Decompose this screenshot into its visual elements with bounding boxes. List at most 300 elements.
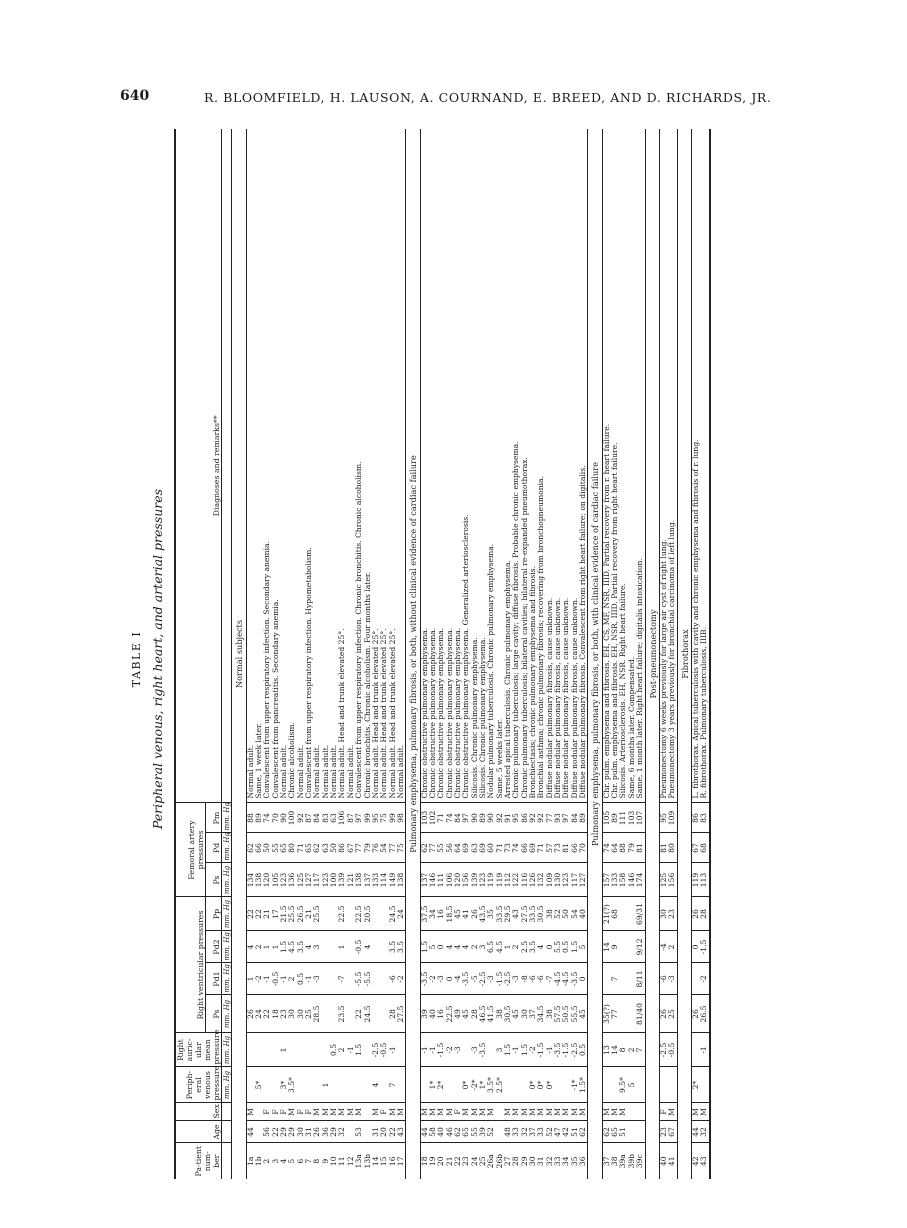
cell-fa-ps: 138 [355, 863, 363, 897]
cell-age: 43 [397, 1121, 406, 1143]
cell-diagnosis: Normal adult. [320, 744, 330, 799]
cell-fa-pm: 102 [429, 803, 437, 833]
cell-rv-pp: 68 [611, 897, 619, 931]
cell-rv-ps: 24 [255, 995, 263, 1033]
cell-rv-ps: 27.5 [397, 995, 406, 1033]
cell-rv-pd1: -8 [521, 963, 529, 995]
cell-fa-ps: 120 [454, 863, 462, 897]
cell-diagnosis: Same, 1 week later. [254, 722, 264, 799]
cell-age: 20 [380, 1121, 388, 1143]
cell-fa-pd: 77 [355, 833, 363, 863]
cell-rv-pp: 35 [487, 897, 495, 931]
cell-rv-ps: 22 [355, 995, 363, 1033]
cell-fa-pm: 89 [255, 803, 263, 833]
cell-rv-pd2: 2 [255, 931, 263, 963]
cell-rv-pp: 33.5 [529, 897, 537, 931]
cell-venous: 0* [537, 1067, 545, 1103]
cell-rv-pd2: 3.5 [529, 931, 537, 963]
cell-rv-pd2: 3.5 [297, 931, 305, 963]
col-right-auricular: Right auric-ular mean pressure [175, 1033, 222, 1067]
cell-auricular: 13 [602, 1033, 611, 1067]
cell-venous: -1* [571, 1067, 579, 1103]
cell-rv-pd1: -6 [659, 963, 668, 995]
col-rv-pp: Pp [206, 897, 222, 931]
cell-diagnosis: Normal adult. [295, 744, 305, 799]
cell-venous: 1* [429, 1067, 437, 1103]
cell-rv-pd1: -2 [255, 963, 263, 995]
cell-fa-ps: 146 [628, 863, 636, 897]
cell-diagnosis: Normal adult. [395, 744, 405, 799]
cell-diagnosis: Diffuse nodular pulmonary fibrosis, cause unknown. [544, 597, 554, 799]
cell-sex: F [280, 1103, 288, 1121]
cell-rv-pp: 22 [255, 897, 263, 931]
cell-sex: M [355, 1103, 363, 1121]
cell-rv-pp: 21.5 [280, 897, 288, 931]
cell-venous: 2* [691, 1067, 700, 1103]
cell-diagnosis: Bronchial asthma; chronic pulmonary fibrosis; recovering from bronchopneumonia. [536, 476, 546, 799]
cell-auricular [305, 1033, 313, 1067]
cell-diagnosis: Chr. pulm. emphysema and fibrosis. EH, NSR, IIID. Partial recovery from right heart failure. [610, 442, 620, 799]
cell-rv-pd1 [322, 963, 330, 995]
cell-rv-pp [322, 897, 330, 931]
cell-rv-pp: 30 [659, 897, 668, 931]
cell-fa-pm: 97 [355, 803, 363, 833]
col-peripheral-venous: Periph-eral venous pressure [175, 1067, 222, 1103]
cell-auricular [246, 1033, 255, 1067]
cell-rv-ps: 25 [305, 995, 313, 1033]
cell-diagnosis: Normal adult. Head and trunk elevated 25°. [387, 628, 397, 799]
cell-auricular [313, 1033, 321, 1067]
cell-venous [668, 1067, 677, 1103]
cell-age: 62 [454, 1121, 462, 1143]
cell-sex: M [446, 1103, 454, 1121]
cell-rv-pp: 30.5 [537, 897, 545, 931]
cell-rv-pd1: -7 [546, 963, 554, 995]
cell-auricular: 2 [338, 1033, 346, 1067]
cell-rv-ps: 30 [297, 995, 305, 1033]
cell-rv-ps [322, 995, 330, 1033]
cell-auricular: -1 [546, 1033, 554, 1067]
cell-diagnosis: Same, 6 months later. Compensated. [626, 656, 636, 799]
cell-patient: 20 [437, 1143, 445, 1179]
cell-diagnosis: Arrested apical tuberculosis. Chronic pulmonary emphysema. [503, 560, 512, 799]
cell-fa-pd: 74 [512, 833, 520, 863]
cell-rv-pd1: -6 [389, 963, 397, 995]
cell-fa-ps: 117 [313, 863, 321, 897]
cell-patient: 33 [554, 1143, 562, 1179]
col-diagnoses: Diagnoses and remarks** [175, 129, 222, 803]
cell-fa-pm: 99 [364, 803, 372, 833]
cell-patient: 40 [659, 1143, 668, 1179]
cell-diagnosis: Chronic bronchitis. Chronic alcoholism. Four months later. [362, 571, 372, 799]
cell-age: 32 [700, 1121, 709, 1143]
cell-rv-ps: 26 [246, 995, 255, 1033]
cell-rv-pd2: -1.5 [700, 931, 709, 963]
cell-fa-pd: 65 [305, 833, 313, 863]
cell-fa-pm: 90 [487, 803, 495, 833]
cell-rv-pd1: 0 [446, 963, 454, 995]
cell-patient: 11 [338, 1143, 346, 1179]
cell-fa-pd: 70 [579, 833, 588, 863]
cell-venous: 3.5* [487, 1067, 495, 1103]
cell-fa-pm: 109 [668, 803, 677, 833]
cell-rv-pp: 43 [512, 897, 520, 931]
cell-rv-pd2 [322, 931, 330, 963]
cell-rv-pp: 22.5 [355, 897, 363, 931]
cell-sex: M [322, 1103, 330, 1121]
cell-venous [297, 1067, 305, 1103]
cell-patient: 13b [364, 1143, 372, 1179]
cell-sex: M [471, 1103, 479, 1121]
col-rv-pd1: Pd1 [206, 963, 222, 995]
cell-rv-pp: 18.5 [446, 897, 454, 931]
cell-diagnosis: Normal adult. [312, 744, 322, 799]
cell-auricular: 1.5 [504, 1033, 512, 1067]
cell-auricular: 7 [636, 1033, 645, 1067]
cell-sex: F [380, 1103, 388, 1121]
cell-fa-ps: 123 [562, 863, 570, 897]
unit-label: mm. Hg [222, 1033, 232, 1067]
cell-venous [330, 1067, 338, 1103]
cell-fa-pm: 97 [462, 803, 470, 833]
cell-rv-pp: 52 [554, 897, 562, 931]
cell-rv-ps: 28 [389, 995, 397, 1033]
cell-diagnosis: Chr. pulm. emphysema and fibrosis. EH, CS, MF, NSR, IIID. Partial recovery from r. heart failure. [601, 423, 611, 799]
cell-venous [504, 1067, 512, 1103]
cell-fa-pd: 64 [454, 833, 462, 863]
cell-age: 44 [691, 1121, 700, 1143]
cell-fa-pd: 71 [496, 833, 504, 863]
cell-patient: 23 [462, 1143, 470, 1179]
cell-fa-ps: 113 [700, 863, 709, 897]
cell-fa-pm: 95 [659, 803, 668, 833]
cell-age: 32 [338, 1121, 346, 1143]
cell-fa-ps: 126 [529, 863, 537, 897]
cell-sex: M [389, 1103, 397, 1121]
cell-venous [397, 1067, 406, 1103]
cell-diagnosis: Diffuse nodular pulmonary fibrosis, cause unknown. [561, 597, 571, 799]
cell-rv-pp: 38 [546, 897, 554, 931]
cell-fa-pd: 63 [471, 833, 479, 863]
cell-patient: 26b [496, 1143, 504, 1179]
cell-rv-pp: 34 [429, 897, 437, 931]
cell-auricular: -1.5 [562, 1033, 570, 1067]
cell-rv-pd1 [619, 963, 627, 995]
cell-age: 42 [562, 1121, 570, 1143]
cell-patient: 19 [429, 1143, 437, 1179]
cell-diagnosis: Silicosis. Arteriosclerosis. EH, NSR. Right heart failure. [618, 583, 628, 799]
cell-patient: 22 [454, 1143, 462, 1179]
cell-patient: 42 [691, 1143, 700, 1179]
cell-rv-pp: 69/31 [636, 897, 645, 931]
cell-diagnosis: Bronchiectasis; chronic pulmonary emphysema and fibrosis. [528, 565, 538, 799]
cell-sex: M [602, 1103, 611, 1121]
cell-rv-pd1: -3 [487, 963, 495, 995]
cell-fa-ps: 158 [619, 863, 627, 897]
cell-auricular: -2.5 [372, 1033, 380, 1067]
cell-rv-pd1: -3.5 [462, 963, 470, 995]
cell-fa-ps: 112 [504, 863, 512, 897]
cell-patient: 25 [479, 1143, 487, 1179]
cell-fa-pm: 74 [263, 803, 271, 833]
cell-auricular: -2 [529, 1033, 537, 1067]
cell-fa-pd: 66 [521, 833, 529, 863]
cell-age: 37 [529, 1121, 537, 1143]
cell-patient: 26a [487, 1143, 495, 1179]
cell-auricular: -2 [446, 1033, 454, 1067]
cell-rv-pd2: 1 [504, 931, 512, 963]
cell-rv-pd2: 0 [437, 931, 445, 963]
cell-venous: 3* [280, 1067, 288, 1103]
cell-rv-pd2: 4 [446, 931, 454, 963]
cell-patient: 16 [389, 1143, 397, 1179]
cell-fa-ps: 119 [487, 863, 495, 897]
cell-rv-pp: 26 [691, 897, 700, 931]
cell-patient: 18 [420, 1143, 429, 1179]
cell-venous [554, 1067, 562, 1103]
cell-fa-pd: 71 [297, 833, 305, 863]
cell-patient: 31 [537, 1143, 545, 1179]
cell-patient: 10 [330, 1143, 338, 1179]
cell-age: 40 [437, 1121, 445, 1143]
table-row [487, 129, 495, 1179]
cell-fa-ps: 138 [397, 863, 406, 897]
cell-auricular: -1.5 [437, 1033, 445, 1067]
author-line: R. BLOOMFIELD, H. LAUSON, A. COURNAND, E. BREED, AND D. RICHARDS, JR. [204, 90, 772, 105]
cell-venous [512, 1067, 520, 1103]
cell-fa-ps: 125 [297, 863, 305, 897]
cell-fa-ps: 134 [246, 863, 255, 897]
cell-fa-pm: 90 [280, 803, 288, 833]
cell-rv-ps: 24.5 [364, 995, 372, 1033]
cell-fa-ps: 117 [571, 863, 579, 897]
cell-patient: 17 [397, 1143, 406, 1179]
cell-fa-pd: 80 [288, 833, 296, 863]
cell-sex: M [487, 1103, 495, 1121]
cell-auricular: 14 [611, 1033, 619, 1067]
cell-rv-pd1: -2.5 [479, 963, 487, 995]
cell-sex: M [330, 1103, 338, 1121]
cell-fa-pm: 75 [380, 803, 388, 833]
cell-sex: M [372, 1103, 380, 1121]
cell-rv-ps [372, 995, 380, 1033]
cell-rv-pp: 22 [246, 897, 255, 931]
cell-rv-pp: 16 [437, 897, 445, 931]
cell-rv-pd2: -0.5 [355, 931, 363, 963]
cell-fa-pm: 106 [338, 803, 346, 833]
cell-rv-pd2: 4 [364, 931, 372, 963]
cell-patient: 21 [446, 1143, 454, 1179]
cell-rv-pd1: -2 [700, 963, 709, 995]
cell-patient: 34 [562, 1143, 570, 1179]
cell-rv-ps: 28 [471, 995, 479, 1033]
cell-diagnosis: Chronic obstructive pulmonary emphysema. [444, 627, 454, 799]
cell-patient: 4 [280, 1143, 288, 1179]
cell-fa-pd: 60 [487, 833, 495, 863]
cell-age: 51 [619, 1121, 627, 1143]
col-patient-number: Pa-tient num-ber [175, 1143, 222, 1179]
running-header [120, 88, 772, 110]
cell-sex: M [462, 1103, 470, 1121]
cell-rv-pd1: -3 [313, 963, 321, 995]
cell-rv-pd2: 9 [611, 931, 619, 963]
cell-fa-pm: 95 [512, 803, 520, 833]
cell-rv-pd2: -4 [659, 931, 668, 963]
cell-venous: 0* [546, 1067, 554, 1103]
cell-sex: F [263, 1103, 271, 1121]
cell-diagnosis: Chronic pulmonary tuberculosis; bilateral cavities; bilateral re-expanded pneumothorax. [519, 457, 529, 799]
cell-fa-pm: 74 [446, 803, 454, 833]
cell-fa-pm: 92 [529, 803, 537, 833]
cell-fa-pd: 88 [619, 833, 627, 863]
cell-rv-pd1: -4.5 [562, 963, 570, 995]
section-title: Fibrothorax [677, 129, 691, 1179]
cell-fa-pd: 66 [571, 833, 579, 863]
cell-rv-ps: 18 [272, 995, 280, 1033]
cell-rv-ps: 25 [668, 995, 677, 1033]
cell-fa-pm: 88 [246, 803, 255, 833]
cell-rv-pd2: 3 [313, 931, 321, 963]
section-title: Pulmonary emphysema, pulmonary fibrosis, or both, with clinical evidence of cardiac failure [588, 129, 602, 1179]
cell-auricular: -0.5 [668, 1033, 677, 1067]
cell-diagnosis: Chronic obstructive pulmonary emphysema. [436, 627, 446, 799]
cell-rv-pd2: 0 [691, 931, 700, 963]
cell-venous [636, 1067, 645, 1103]
cell-rv-pd2 [372, 931, 380, 963]
unit-label: mm. Hg [222, 803, 232, 833]
cell-diagnosis: Silicosis. Chronic pulmonary emphysema. [477, 637, 487, 799]
cell-rv-pp: 24 [397, 897, 406, 931]
cell-fa-pm: 84 [571, 803, 579, 833]
cell-age: 53 [355, 1121, 363, 1143]
cell-fa-ps: 119 [496, 863, 504, 897]
cell-rv-pd1: 8/11 [636, 963, 645, 995]
cell-fa-pd: 77 [429, 833, 437, 863]
cell-fa-ps: 123 [479, 863, 487, 897]
cell-sex: M [562, 1103, 570, 1121]
cell-diagnosis: L. fibrothorax. Apical tuberculosis with cavity and chronic emphysema and fibrosis of r. lung. [690, 439, 700, 799]
table-row [246, 129, 255, 1179]
cell-fa-pm: 70 [272, 803, 280, 833]
cell-rv-ps [619, 995, 627, 1033]
cell-rv-pd2: 4 [305, 931, 313, 963]
cell-age: 22 [389, 1121, 397, 1143]
cell-diagnosis: Normal adult. [279, 744, 289, 799]
cell-diagnosis: Chronic obstructive pulmonary emphysema. [419, 627, 429, 799]
cell-age: 58 [429, 1121, 437, 1143]
cell-rv-pd2: 4 [454, 931, 462, 963]
cell-patient: 32 [546, 1143, 554, 1179]
cell-age: 32 [521, 1121, 529, 1143]
cell-fa-pd: 62 [420, 833, 429, 863]
cell-diagnosis: Convalescent from pancreatitis. Secondary anemia. [270, 599, 280, 799]
cell-venous: 1* [479, 1067, 487, 1103]
cell-fa-pd: 69 [529, 833, 537, 863]
cell-auricular: -1 [512, 1033, 520, 1067]
cell-fa-ps: 105 [272, 863, 280, 897]
cell-rv-ps: 23.5 [338, 995, 346, 1033]
cell-fa-pd: 62 [313, 833, 321, 863]
cell-rv-pd1: -2.5 [504, 963, 512, 995]
cell-rv-pd1: 1 [246, 963, 255, 995]
cell-fa-pd: 55 [437, 833, 445, 863]
cell-rv-pp: 43.5 [479, 897, 487, 931]
cell-sex: M [571, 1103, 579, 1121]
cell-auricular [297, 1033, 305, 1067]
cell-rv-pd2: 0.5 [562, 931, 570, 963]
cell-rv-pp: 37.5 [420, 897, 429, 931]
cell-patient: 39a [619, 1143, 627, 1179]
cell-diagnosis: R. fibrothorax. Pulmonary tuberculosis, IIIB. [700, 129, 709, 803]
cell-fa-pm: 92 [496, 803, 504, 833]
cell-auricular [263, 1033, 271, 1067]
cell-rv-ps: 34.5 [537, 995, 545, 1033]
cell-rv-pd1: -6 [529, 963, 537, 995]
cell-fa-pm: 71 [437, 803, 445, 833]
cell-fa-ps: 123 [280, 863, 288, 897]
cell-rv-pd1: -1 [280, 963, 288, 995]
unit-label: mm. Hg [222, 897, 232, 931]
cell-patient: 35 [571, 1143, 579, 1179]
cell-auricular: -3 [471, 1033, 479, 1067]
cell-age: 31 [372, 1121, 380, 1143]
cell-fa-pd: 67 [691, 833, 700, 863]
cell-fa-ps: 174 [636, 863, 645, 897]
cell-fa-pd: 79 [364, 833, 372, 863]
section-title: Post-pneumonectomy [645, 129, 659, 1179]
cell-sex: M [700, 1103, 709, 1121]
cell-diagnosis: Convalescent from upper respiratory infection. Secondary anemia. [262, 541, 272, 799]
cell-sex: M [521, 1103, 529, 1121]
cell-age: 36 [322, 1121, 330, 1143]
cell-patient: 27 [504, 1143, 512, 1179]
cell-fa-pd: 71 [537, 833, 545, 863]
cell-rv-pd2: 2 [668, 931, 677, 963]
cell-rv-pd2: 4.5 [288, 931, 296, 963]
cell-sex: F [454, 1103, 462, 1121]
cell-fa-ps: 133 [372, 863, 380, 897]
cell-patient: 39c [636, 1143, 645, 1179]
cell-patient: 14 [372, 1143, 380, 1179]
cell-venous: 5* [255, 1067, 263, 1103]
cell-diagnosis: Chronic obstructive pulmonary emphysema. [427, 627, 437, 799]
cell-rv-ps: 38 [546, 995, 554, 1033]
cell-patient: 5 [288, 1143, 296, 1179]
cell-sex: M [429, 1103, 437, 1121]
cell-rv-ps: 38 [496, 995, 504, 1033]
cell-patient: 1a [246, 1143, 255, 1179]
cell-auricular [255, 1033, 263, 1067]
cell-fa-ps: 157 [602, 863, 611, 897]
cell-sex: M [288, 1103, 296, 1121]
cell-fa-ps: 111 [437, 863, 445, 897]
cell-patient: 28 [512, 1143, 520, 1179]
cell-age: 47 [554, 1121, 562, 1143]
cell-rv-pd1: -1 [263, 963, 271, 995]
cell-sex: M [611, 1103, 619, 1121]
cell-patient: 37 [602, 1143, 611, 1179]
cell-fa-pm: 92 [537, 803, 545, 833]
cell-rv-ps: 35(?) [602, 995, 611, 1033]
cell-fa-ps: 100 [330, 863, 338, 897]
cell-rv-pd2: 1 [272, 931, 280, 963]
table-row [313, 129, 321, 1179]
cell-venous [446, 1067, 454, 1103]
cell-fa-pm: 89 [579, 803, 588, 833]
cell-patient: 38 [611, 1143, 619, 1179]
cell-auricular [288, 1033, 296, 1067]
cell-rv-ps: 22 [263, 995, 271, 1033]
